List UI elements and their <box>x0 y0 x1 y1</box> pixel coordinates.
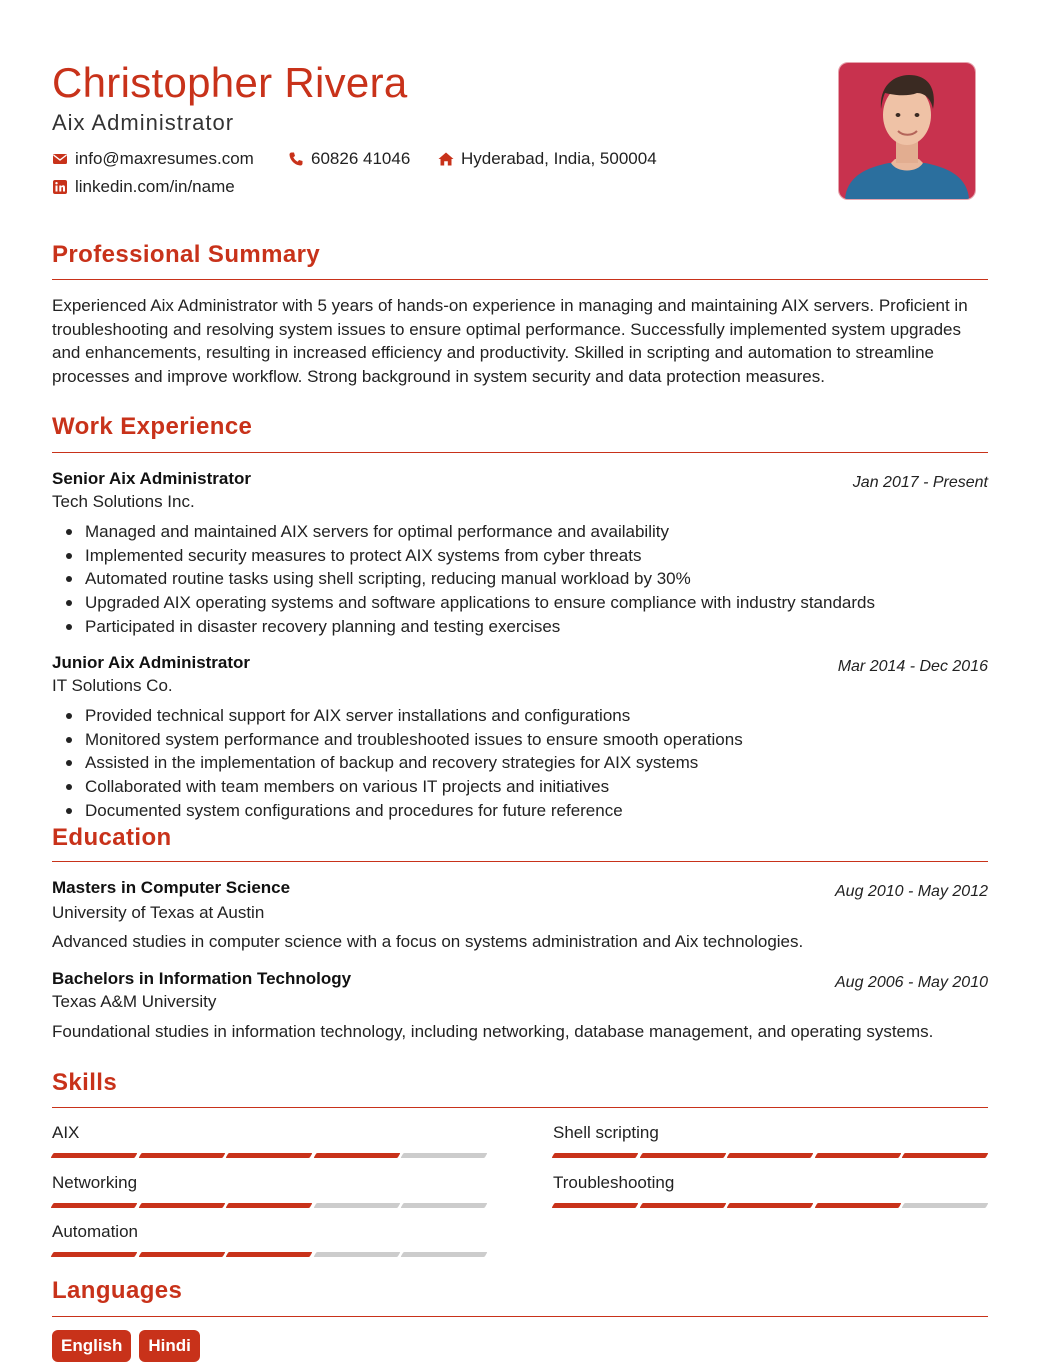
list-item: Provided technical support for AIX server installations and configurations <box>85 704 1005 728</box>
skills-heading: Skills <box>52 1069 118 1096</box>
linkedin-icon <box>52 179 68 195</box>
school-name: University of Texas at Austin <box>52 903 265 922</box>
skill-segment-filled <box>51 1153 137 1158</box>
profile-photo <box>838 62 976 200</box>
skill-segment-filled <box>51 1252 137 1257</box>
skill-segment-filled <box>51 1203 137 1208</box>
job-company: Tech Solutions Inc. <box>52 492 195 511</box>
skill-segment-filled <box>814 1203 900 1208</box>
skill-segment-filled <box>226 1252 312 1257</box>
list-item: Implemented security measures to protect AIX systems from cyber threats <box>85 544 1005 568</box>
email-text: info@maxresumes.com <box>75 149 254 168</box>
skill-segment-filled <box>552 1203 638 1208</box>
skill-segment-filled <box>138 1203 224 1208</box>
skill-segment-filled <box>639 1203 725 1208</box>
home-icon <box>438 151 454 167</box>
phone-text: 60826 41046 <box>311 149 411 168</box>
skill-item <box>52 1172 486 1208</box>
list-item: Upgraded AIX operating systems and software applications to ensure compliance with industry standards <box>85 591 1005 615</box>
skill-level-bar <box>52 1203 486 1208</box>
skill-level-bar <box>52 1153 486 1158</box>
experience-divider <box>52 452 988 453</box>
skill-segment-filled <box>138 1252 224 1257</box>
skill-name: AIX <box>52 1123 80 1142</box>
job-dates: Jan 2017 - Present <box>852 474 988 491</box>
skill-level-bar <box>553 1203 987 1208</box>
skill-segment-filled <box>138 1153 224 1158</box>
education-heading: Education <box>52 824 172 851</box>
skill-segment-filled <box>639 1153 725 1158</box>
linkedin-text: linkedin.com/in/name <box>75 177 235 196</box>
skills-divider <box>52 1107 988 1108</box>
education-dates: Aug 2010 - May 2012 <box>835 883 988 900</box>
education-dates: Aug 2006 - May 2010 <box>835 974 988 991</box>
job-title: Senior Aix Administrator <box>52 469 251 488</box>
contact-linkedin[interactable] <box>52 176 235 198</box>
skill-segment-filled <box>552 1153 638 1158</box>
skill-name: Networking <box>52 1173 138 1192</box>
summary-heading: Professional Summary <box>52 241 321 268</box>
phone-icon <box>288 151 304 167</box>
languages-divider <box>52 1316 988 1317</box>
skill-level-bar <box>553 1153 987 1158</box>
skill-item <box>553 1122 987 1158</box>
list-item: Participated in disaster recovery planning and testing exercises <box>85 615 1005 639</box>
list-item: Monitored system performance and troubleshooted issues to ensure smooth operations <box>85 728 1005 752</box>
skill-segment-empty <box>313 1203 399 1208</box>
skill-item <box>553 1172 987 1208</box>
education-description: Advanced studies in computer science with a focus on systems administration and Aix technologies. <box>52 932 804 951</box>
education-description: Foundational studies in information technology, including networking, database management, and operating systems. <box>52 1022 934 1041</box>
job-bullets <box>52 704 1005 823</box>
skill-segment-empty <box>401 1203 487 1208</box>
skill-level-bar <box>52 1252 486 1257</box>
list-item: Collaborated with team members on various IT projects and initiatives <box>85 775 1005 799</box>
skill-segment-filled <box>727 1203 813 1208</box>
language-tag: English <box>52 1330 131 1362</box>
contact-phone[interactable] <box>288 148 410 170</box>
skill-item <box>52 1221 486 1257</box>
skill-segment-empty <box>902 1203 988 1208</box>
degree-title: Bachelors in Information Technology <box>52 969 352 988</box>
education-divider <box>52 861 988 862</box>
list-item: Managed and maintained AIX servers for optimal performance and availability <box>85 520 1005 544</box>
skill-segment-filled <box>226 1153 312 1158</box>
summary-text: Experienced Aix Administrator with 5 years of hands-on experience in managing and maintaining AIX servers. Proficient in troubleshooting and resolving system issues to ensure optimal performance. Successfully implemented system upgrades and enhancements, resulting in increased efficiency and productivity. Skilled in scripting and automation to streamline processes and improve workflow. Strong background in system security and data protection measures. <box>52 296 968 386</box>
contact-email[interactable] <box>52 148 254 170</box>
skill-item <box>52 1122 486 1158</box>
job-company: IT Solutions Co. <box>52 676 173 695</box>
skill-segment-empty <box>401 1153 487 1158</box>
list-item: Automated routine tasks using shell scripting, reducing manual workload by 30% <box>85 567 1005 591</box>
list-item: Documented system configurations and procedures for future reference <box>85 799 1005 823</box>
degree-title: Masters in Computer Science <box>52 878 291 897</box>
skill-name: Troubleshooting <box>553 1173 675 1192</box>
experience-heading: Work Experience <box>52 413 253 440</box>
job-bullets <box>52 520 1005 639</box>
summary-divider <box>52 279 988 280</box>
school-name: Texas A&M University <box>52 992 217 1011</box>
skill-name: Shell scripting <box>553 1123 659 1142</box>
address-text: Hyderabad, India, 500004 <box>461 149 657 168</box>
job-title-headline: Aix Administrator <box>52 110 235 135</box>
candidate-name: Christopher Rivera <box>52 59 408 106</box>
list-item: Assisted in the implementation of backup and recovery strategies for AIX systems <box>85 751 1005 775</box>
contact-address <box>438 148 657 170</box>
job-dates: Mar 2014 - Dec 2016 <box>837 658 988 675</box>
skill-segment-filled <box>814 1153 900 1158</box>
skill-segment-filled <box>226 1203 312 1208</box>
skill-name: Automation <box>52 1222 138 1241</box>
skill-segment-filled <box>902 1153 988 1158</box>
languages-heading: Languages <box>52 1277 183 1304</box>
language-tags <box>52 1330 200 1362</box>
skill-segment-empty <box>313 1252 399 1257</box>
skill-segment-filled <box>727 1153 813 1158</box>
skill-segment-filled <box>313 1153 399 1158</box>
skill-segment-empty <box>401 1252 487 1257</box>
job-title: Junior Aix Administrator <box>52 653 251 672</box>
envelope-icon <box>52 151 68 167</box>
language-tag: Hindi <box>139 1330 200 1362</box>
